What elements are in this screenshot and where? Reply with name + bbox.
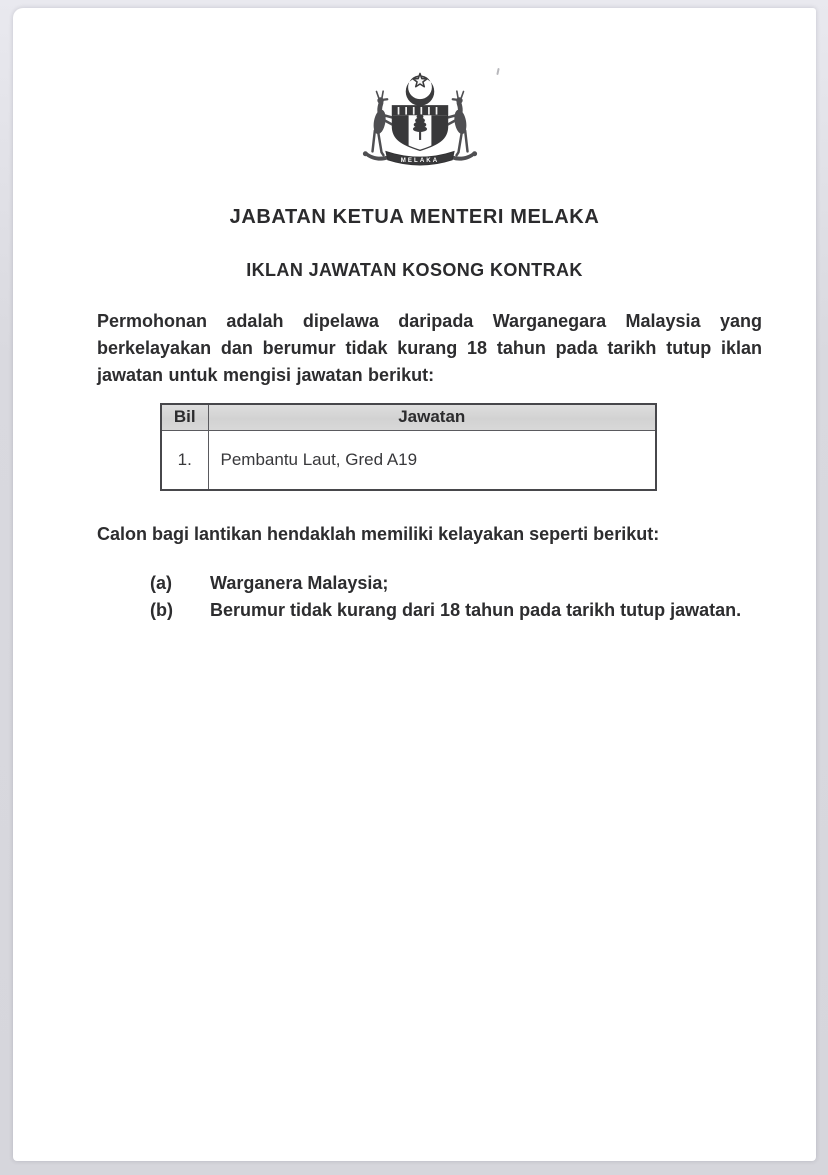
list-item xyxy=(150,570,816,597)
cell-jawatan: Pembantu Laut, Gred A19 xyxy=(208,430,656,490)
crest-banner-text: MELAKA xyxy=(400,157,439,165)
document-subtitle: IKLAN JAWATAN KOSONG KONTRAK xyxy=(246,260,583,280)
star-icon xyxy=(412,73,426,86)
crest-container xyxy=(13,8,816,182)
list-item-text: Berumur tidak kurang dari 18 tahun pada tarikh tutup jawatan. xyxy=(210,600,742,620)
deer-left-icon xyxy=(362,91,393,160)
vacancy-table xyxy=(160,403,657,491)
list-item xyxy=(150,597,816,624)
vacancy-table-header-row xyxy=(161,404,656,430)
intro-paragraph: Permohonan adalah dipelawa daripada Warganegara Malaysia yang berkelayakan dan berumur tidak kurang 18 tahun pada tarikh tutup iklan jawatan untuk mengisi jawatan berikut: xyxy=(97,311,762,385)
cell-bil: 1. xyxy=(161,430,208,490)
scanned-document-page xyxy=(13,8,816,1161)
requirements-heading: Calon bagi lantikan hendaklah memiliki kelayakan seperti berikut: xyxy=(97,524,660,544)
banner-ribbon xyxy=(385,151,453,165)
deer-right-icon xyxy=(445,91,476,160)
table-header-bil: Bil xyxy=(161,404,208,430)
requirements-list xyxy=(13,570,816,624)
document-title: JABATAN KETUA MENTERI MELAKA xyxy=(229,206,600,228)
list-item-text: Warganera Malaysia; xyxy=(210,573,389,593)
table-row xyxy=(161,430,656,490)
shield-icon xyxy=(392,106,447,154)
list-item-label: (b) xyxy=(150,600,173,620)
list-item-label: (a) xyxy=(150,573,172,593)
melaka-coat-of-arms-icon xyxy=(344,63,496,177)
table-header-jawatan: Jawatan xyxy=(208,404,656,430)
